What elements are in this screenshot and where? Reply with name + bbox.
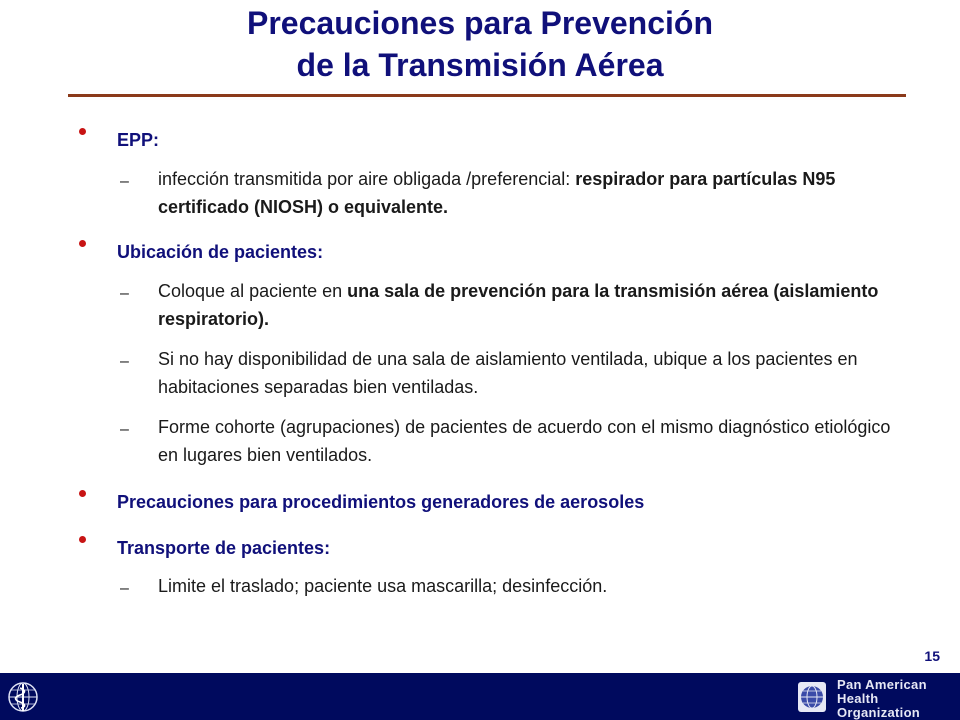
sub-marker: – (120, 173, 129, 190)
title-line-1: Precauciones para Prevención (247, 5, 713, 41)
sub-item-plain-text: Forme cohorte (agrupaciones) de pacientes de acuerdo con el mismo diagnóstico etiológico en lugares bien ventilados. (158, 417, 891, 465)
sub-item-isolation-room (158, 277, 903, 333)
bullet-marker (79, 490, 86, 497)
paho-line-3: Organization (837, 705, 921, 720)
paho-globe-icon (797, 681, 827, 713)
who-emblem-icon (6, 680, 40, 714)
sub-marker: – (120, 353, 129, 370)
sub-item-plain-text: Limite el traslado; paciente usa mascarilla; desinfección. (158, 576, 608, 596)
paho-wordmark (837, 678, 960, 720)
sub-marker: – (120, 580, 129, 597)
sub-marker: – (120, 285, 129, 302)
sub-item-no-isolation-room (158, 345, 903, 401)
title-line-2: de la Transmisión Aérea (296, 47, 664, 83)
sub-item-plain-text: infección transmitida por aire obligada /preferencial: (158, 169, 576, 189)
bullet-aerosol-procedures: Precauciones para procedimientos generadores de aerosoles (117, 492, 645, 512)
page-number: 15 (924, 648, 940, 664)
paho-line-1: Pan American (837, 677, 927, 692)
sub-item-epp-respirator (158, 165, 903, 221)
paho-line-2: Health (837, 691, 879, 706)
sub-item-plain-text: Coloque al paciente en (158, 281, 348, 301)
sub-item-bold-text: respirador para partículas N95 certificado (NIOSH) o equivalente. (158, 169, 836, 217)
bullet-patient-transport: Transporte de pacientes: (117, 538, 331, 558)
sub-item-transport-limit (158, 572, 903, 600)
sub-item-bold-text: una sala de prevención para la transmisión aérea (aislamiento respiratorio). (158, 281, 879, 329)
bullet-marker (79, 128, 86, 135)
bullet-patient-placement: Ubicación de pacientes: (117, 242, 324, 262)
bullet-marker (79, 240, 86, 247)
bullet-marker (79, 536, 86, 543)
bullet-epp: EPP: (117, 130, 160, 150)
sub-item-plain-text: Si no hay disponibilidad de una sala de aislamiento ventilada, ubique a los pacientes en habitaciones separadas bien ventiladas. (158, 349, 858, 397)
sub-marker: – (120, 421, 129, 438)
sub-item-cohorting (158, 413, 903, 469)
